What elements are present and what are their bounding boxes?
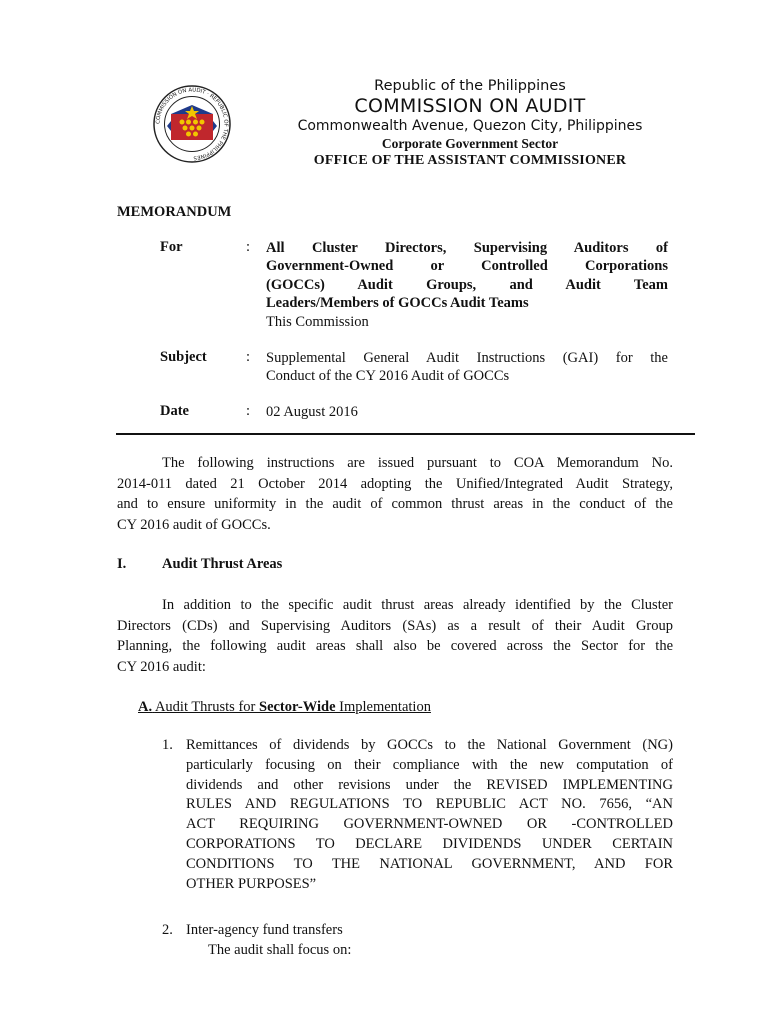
section-line: CY 2016 audit: [117, 658, 206, 675]
subsection-suffix: Implementation [335, 699, 431, 715]
section-line: In addition to the specific audit thrust areas already identified by the Cluster [162, 597, 673, 613]
list-item-text: Inter-agency fund transfers [186, 922, 343, 938]
for-line: Government-Owned or Controlled Corporations [266, 258, 668, 275]
for-line: All Cluster Directors, Supervising Auditors of [266, 240, 668, 256]
header-address: Commonwealth Avenue, Quezon City, Philippines [297, 118, 643, 134]
for-commission: This Commission [266, 314, 369, 330]
list-item-line: particularly focusing on their compliance with the new computation of [186, 756, 673, 773]
header-divider [116, 433, 695, 435]
section-line: Planning, the following audit areas shall also be covered across the Sector for the [117, 638, 673, 654]
subsection-bold: Sector-Wide [259, 699, 336, 715]
list-item-line: OTHER PURPOSES” [186, 875, 317, 892]
intro-paragraph [117, 453, 673, 535]
date-label: Date [160, 403, 189, 419]
subject-line: Supplemental General Audit Instructions (GAI) for the [266, 350, 668, 366]
intro-line: CY 2016 audit of GOCCs. [117, 516, 271, 533]
for-recipients [266, 239, 668, 312]
coa-seal-logo [152, 84, 232, 164]
subsection-prefix: Audit Thrusts for [154, 699, 259, 715]
date-colon: : [246, 403, 251, 419]
section-line: Directors (CDs) and Supervising Auditors (SAs) as a result of their Audit Group [117, 617, 673, 634]
intro-line: and to ensure uniformity in the audit of common thrust areas in the conduct of the [117, 496, 673, 512]
svg-text:COMMISSION ON AUDIT · REPUBLIC: COMMISSION ON AUDIT · REPUBLIC OF THE PHILIPPINES [155, 87, 229, 161]
list-item-line: CORPORATIONS TO DECLARE DIVIDENDS UNDER CERTAIN [186, 835, 673, 852]
list-item-line: ACT REQUIRING GOVERNMENT-OWNED OR -CONTROLLED [186, 816, 673, 833]
header-agency-name: COMMISSION ON AUDIT [354, 95, 586, 117]
list-item-number: 2. [162, 922, 173, 938]
subject-value [266, 349, 668, 386]
for-line: Leaders/Members of GOCCs Audit Teams [266, 294, 529, 311]
memo-title: MEMORANDUM [117, 204, 232, 220]
subject-label: Subject [160, 349, 207, 365]
subsection-heading [138, 697, 431, 718]
intro-line: 2014-011 dated 21 October 2014 adopting the Unified/Integrated Audit Strategy, [117, 475, 673, 492]
header-sector: Corporate Government Sector [381, 136, 559, 151]
intro-line: The following instructions are issued pursuant to COA Memorandum No. [162, 455, 673, 471]
list-item-line: RULES AND REGULATIONS TO REPUBLIC ACT NO. 7656, “AN [186, 796, 673, 813]
subject-colon: : [246, 349, 251, 365]
list-item [186, 736, 673, 894]
list-item-line: CONDITIONS TO THE NATIONAL GOVERNMENT, AND FOR [186, 855, 673, 872]
subject-line: Conduct of the CY 2016 Audit of GOCCs [266, 368, 510, 385]
section-paragraph [117, 595, 673, 677]
for-line: (GOCCs) Audit Groups, and Audit Team [266, 276, 668, 293]
list-item-subtext: The audit shall focus on: [208, 942, 352, 958]
section-title: Audit Thrust Areas [162, 556, 283, 572]
section-number: I. [117, 556, 127, 572]
for-label: For [160, 239, 183, 255]
list-item-line: Remittances of dividends by GOCCs to the National Government (NG) [186, 737, 673, 753]
list-item-number: 1. [162, 737, 173, 753]
list-item-line: dividends and other revisions under the REVISED IMPLEMENTING [186, 776, 673, 793]
header-republic: Republic of the Philippines [374, 78, 566, 94]
header-office: OFFICE OF THE ASSISTANT COMMISSIONER [313, 153, 627, 168]
subsection-letter: A. [138, 699, 153, 715]
for-colon: : [246, 239, 251, 255]
date-value: 02 August 2016 [266, 404, 358, 420]
